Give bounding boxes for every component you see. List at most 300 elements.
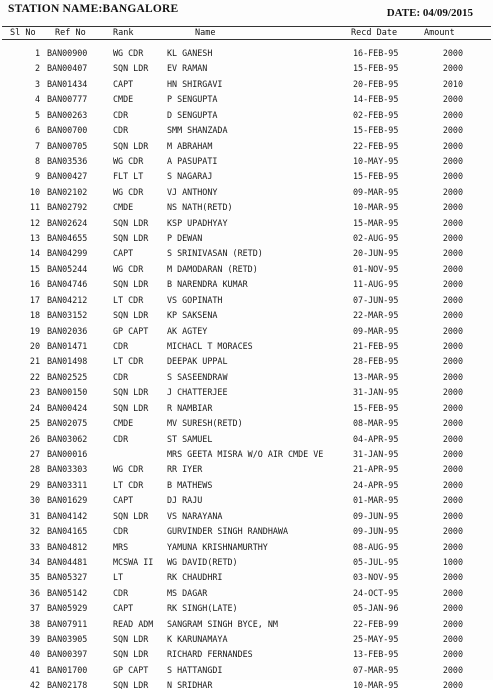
header-rule-top [2, 26, 491, 27]
amount-cell: 2000 [442, 649, 463, 660]
amount-cell: 2000 [442, 464, 463, 475]
rank-cell: CDR [113, 526, 129, 537]
sl-no-cell: 35 [29, 572, 40, 583]
table-row [0, 309, 493, 324]
name-cell: S SRINIVASAN (RETD) [167, 248, 263, 259]
recd-date-cell: 11-AUG-95 [353, 279, 399, 290]
ref-no-cell: BAN04212 [47, 294, 88, 305]
amount-cell: 2000 [442, 155, 463, 166]
table-row [0, 587, 493, 602]
col-header-ref-no: Ref No [55, 28, 86, 38]
ref-no-cell: BAN00263 [47, 109, 88, 120]
name-cell: KSP UPADHYAY [167, 217, 228, 228]
recd-date-cell: 28-FEB-95 [353, 356, 399, 367]
amount-cell: 2000 [442, 217, 463, 228]
name-cell: DJ RAJU [167, 495, 203, 506]
amount-cell: 2000 [442, 202, 463, 213]
rank-cell: LT CDR [113, 294, 144, 305]
amount-cell: 2000 [442, 294, 463, 305]
ref-no-cell: BAN02624 [47, 217, 88, 228]
recd-date-cell: 07-JUN-95 [353, 294, 399, 305]
recd-date-cell: 15-FEB-95 [353, 63, 399, 74]
col-header-rank: Rank [113, 28, 134, 38]
table-row [0, 618, 493, 633]
amount-cell: 2000 [442, 541, 463, 552]
name-cell: RICHARD FERNANDES [167, 649, 253, 660]
recd-date-cell: 09-JUN-95 [353, 510, 399, 521]
amount-cell: 2000 [442, 587, 463, 598]
name-cell: KP SAKSENA [167, 310, 218, 321]
ref-no-cell: BAN05327 [47, 572, 88, 583]
recd-date-cell: 01-NOV-95 [353, 263, 399, 274]
name-cell: YAMUNA KRISHNAMURTHY [167, 541, 268, 552]
recd-date-cell: 09-MAR-95 [353, 186, 399, 197]
table-row [0, 294, 493, 309]
amount-cell: 2000 [442, 125, 463, 136]
table-row [0, 648, 493, 663]
ref-no-cell: BAN04812 [47, 541, 88, 552]
table-row [0, 417, 493, 432]
rank-cell: LT CDR [113, 479, 144, 490]
name-cell: AK AGTEY [167, 325, 208, 336]
data-table-body [0, 47, 493, 695]
ref-no-cell: BAN00424 [47, 402, 88, 413]
recd-date-cell: 10-MAR-95 [353, 202, 399, 213]
rank-cell: SQN LDR [113, 387, 149, 398]
sl-no-cell: 38 [29, 618, 40, 629]
date-label: DATE: [386, 7, 421, 19]
recd-date-cell: 24-OCT-95 [353, 587, 399, 598]
rank-cell: CAPT [113, 248, 134, 259]
recd-date-cell: 02-FEB-95 [353, 109, 399, 120]
ref-no-cell: BAN00427 [47, 171, 88, 182]
ref-no-cell: BAN03311 [47, 479, 88, 490]
rank-cell: LT CDR [113, 356, 144, 367]
recd-date-cell: 07-MAR-95 [353, 664, 399, 675]
amount-cell: 2010 [442, 78, 463, 89]
ref-no-cell: BAN05244 [47, 263, 88, 274]
station-value: BANGALORE [102, 3, 179, 15]
recd-date-cell: 24-APR-95 [353, 479, 399, 490]
ref-no-cell: BAN07911 [47, 618, 88, 629]
recd-date-cell: 02-AUG-95 [353, 233, 399, 244]
name-cell: A PASUPATI [167, 155, 218, 166]
ref-no-cell: BAN04746 [47, 279, 88, 290]
ref-no-cell: BAN02075 [47, 418, 88, 429]
name-cell: MV SURESH(RETD) [167, 418, 243, 429]
name-cell: P DEWAN [167, 233, 203, 244]
table-row [0, 263, 493, 278]
amount-cell: 2000 [442, 418, 463, 429]
table-row [0, 140, 493, 155]
ref-no-cell: BAN03905 [47, 634, 88, 645]
name-cell: ST SAMUEL [167, 433, 213, 444]
ref-no-cell: BAN00705 [47, 140, 88, 151]
name-cell: RR IYER [167, 464, 203, 475]
sl-no-cell: 39 [29, 634, 40, 645]
sl-no-cell: 3 [34, 78, 40, 89]
ref-no-cell: BAN02525 [47, 371, 88, 382]
amount-cell: 2000 [442, 48, 463, 58]
recd-date-cell: 16-FEB-95 [353, 48, 399, 58]
amount-cell: 2000 [442, 680, 463, 691]
rank-cell: SQN LDR [113, 310, 149, 321]
sl-no-cell: 9 [34, 171, 40, 182]
recd-date-cell: 09-JUN-95 [353, 526, 399, 537]
ref-no-cell: BAN05142 [47, 587, 88, 598]
rank-cell: SQN LDR [113, 140, 149, 151]
name-cell: MRS GEETA MISRA W/O AIR CMDE VE [167, 448, 324, 459]
name-cell: S SASEENDRAW [167, 371, 228, 382]
rank-cell: LT [113, 572, 124, 583]
name-cell: HN SHIRGAVI [167, 78, 223, 89]
table-row [0, 170, 493, 185]
ref-no-cell: BAN01629 [47, 495, 88, 506]
amount-cell: 2000 [442, 371, 463, 382]
amount-cell: 2000 [442, 603, 463, 614]
table-row [0, 402, 493, 417]
sl-no-cell: 25 [29, 418, 40, 429]
ref-no-cell: BAN03536 [47, 155, 88, 166]
sl-no-cell: 10 [29, 186, 40, 197]
table-row [0, 109, 493, 124]
sl-no-cell: 19 [29, 325, 40, 336]
recd-date-cell: 10-MAR-95 [353, 680, 399, 691]
sl-no-cell: 31 [29, 510, 40, 521]
name-cell: SANGRAM SINGH BYCE, NM [167, 618, 278, 629]
table-row [0, 525, 493, 540]
recd-date-cell: 20-FEB-95 [353, 78, 399, 89]
sl-no-cell: 5 [34, 109, 40, 120]
sl-no-cell: 8 [34, 155, 40, 166]
amount-cell: 2000 [442, 387, 463, 398]
ref-no-cell: BAN04299 [47, 248, 88, 259]
sl-no-cell: 37 [29, 603, 40, 614]
rank-cell: CAPT [113, 603, 134, 614]
station-label: STATION NAME: [8, 3, 103, 15]
name-cell: SMM SHANZADA [167, 125, 228, 136]
name-cell: RK SINGH(LATE) [167, 603, 238, 614]
ref-no-cell: BAN00016 [47, 448, 88, 459]
name-cell: R NAMBIAR [167, 402, 213, 413]
header-rule-bottom [2, 39, 491, 40]
sl-no-cell: 13 [29, 233, 40, 244]
ref-no-cell: BAN04655 [47, 233, 88, 244]
ref-no-cell: BAN04481 [47, 556, 88, 567]
ref-no-cell: BAN00150 [47, 387, 88, 398]
recd-date-cell: 04-APR-95 [353, 433, 399, 444]
table-row [0, 479, 493, 494]
table-row [0, 62, 493, 77]
rank-cell: WG CDR [113, 155, 144, 166]
recd-date-cell: 13-FEB-95 [353, 649, 399, 660]
sl-no-cell: 24 [29, 402, 40, 413]
table-row [0, 494, 493, 509]
sl-no-cell: 16 [29, 279, 40, 290]
rank-cell: SQN LDR [113, 402, 149, 413]
recd-date-cell: 21-APR-95 [353, 464, 399, 475]
recd-date-cell: 08-AUG-95 [353, 541, 399, 552]
table-row [0, 47, 493, 62]
recd-date-cell: 22-MAR-95 [353, 310, 399, 321]
amount-cell: 2000 [442, 618, 463, 629]
sl-no-cell: 30 [29, 495, 40, 506]
table-row [0, 510, 493, 525]
recd-date-cell: 05-JAN-96 [353, 603, 399, 614]
amount-cell: 2000 [442, 634, 463, 645]
amount-cell: 2000 [442, 448, 463, 459]
sl-no-cell: 29 [29, 479, 40, 490]
name-cell: M DAMODARAN (RETD) [167, 263, 258, 274]
ref-no-cell: BAN03152 [47, 310, 88, 321]
recd-date-cell: 09-MAR-95 [353, 325, 399, 336]
sl-no-cell: 33 [29, 541, 40, 552]
name-cell: MS DAGAR [167, 587, 208, 598]
rank-cell: SQN LDR [113, 217, 149, 228]
rank-cell: SQN LDR [113, 233, 149, 244]
sl-no-cell: 32 [29, 526, 40, 537]
ref-no-cell: BAN00407 [47, 63, 88, 74]
ref-no-cell: BAN04165 [47, 526, 88, 537]
name-cell: RK CHAUDHRI [167, 572, 223, 583]
sl-no-cell: 22 [29, 371, 40, 382]
rank-cell: CDR [113, 109, 129, 120]
table-row [0, 186, 493, 201]
table-row [0, 93, 493, 108]
rank-cell: GP CAPT [113, 664, 149, 675]
name-cell: D SENGUPTA [167, 109, 218, 120]
table-row [0, 247, 493, 262]
rank-cell: CDR [113, 433, 129, 444]
rank-cell: SQN LDR [113, 279, 149, 290]
name-cell: VS NARAYANA [167, 510, 223, 521]
amount-cell: 2000 [442, 186, 463, 197]
table-row [0, 541, 493, 556]
table-row [0, 201, 493, 216]
name-cell: GURVINDER SINGH RANDHAWA [167, 526, 289, 537]
sl-no-cell: 34 [29, 556, 40, 567]
name-cell: B NARENDRA KUMAR [167, 279, 248, 290]
recd-date-cell: 14-FEB-95 [353, 94, 399, 105]
rank-cell: SQN LDR [113, 680, 149, 691]
sl-no-cell: 27 [29, 448, 40, 459]
rank-cell: CMDE [113, 418, 134, 429]
rank-cell: READ ADM [113, 618, 154, 629]
rank-cell: FLT LT [113, 171, 144, 182]
name-cell: M ABRAHAM [167, 140, 213, 151]
sl-no-cell: 14 [29, 248, 40, 259]
amount-cell: 2000 [442, 263, 463, 274]
table-row [0, 571, 493, 586]
ref-no-cell: BAN01700 [47, 664, 88, 675]
rank-cell: WG CDR [113, 263, 144, 274]
table-row [0, 217, 493, 232]
ref-no-cell: BAN00777 [47, 94, 88, 105]
ref-no-cell: BAN00700 [47, 125, 88, 136]
amount-cell: 2000 [442, 233, 463, 244]
report-date [387, 7, 473, 19]
sl-no-cell: 28 [29, 464, 40, 475]
recd-date-cell: 01-MAR-95 [353, 495, 399, 506]
recd-date-cell: 25-MAY-95 [353, 634, 399, 645]
rank-cell: MCSWA II [113, 556, 154, 567]
table-row [0, 556, 493, 571]
name-cell: VJ ANTHONY [167, 186, 218, 197]
recd-date-cell: 08-MAR-95 [353, 418, 399, 429]
ref-no-cell: BAN02178 [47, 680, 88, 691]
table-row [0, 325, 493, 340]
rank-cell: CMDE [113, 202, 134, 213]
rank-cell: WG CDR [113, 48, 144, 58]
date-value: 04/09/2015 [422, 7, 473, 19]
name-cell: S NAGARAJ [167, 171, 213, 182]
table-row [0, 679, 493, 694]
recd-date-cell: 31-JAN-95 [353, 387, 399, 398]
sl-no-cell: 20 [29, 341, 40, 352]
table-row [0, 664, 493, 679]
sl-no-cell: 41 [29, 664, 40, 675]
ref-no-cell: BAN03062 [47, 433, 88, 444]
name-cell: K KARUNAMAYA [167, 634, 228, 645]
sl-no-cell: 2 [34, 63, 40, 74]
name-cell: EV RAMAN [167, 63, 208, 74]
rank-cell: MRS [113, 541, 129, 552]
amount-cell: 2000 [442, 356, 463, 367]
ref-no-cell: BAN01471 [47, 341, 88, 352]
station-name [8, 3, 178, 15]
ref-no-cell: BAN05929 [47, 603, 88, 614]
rank-cell: GP CAPT [113, 325, 149, 336]
amount-cell: 2000 [442, 664, 463, 675]
name-cell: WG DAVID(RETD) [167, 556, 238, 567]
name-cell: VS GOPINATH [167, 294, 223, 305]
recd-date-cell: 15-MAR-95 [353, 217, 399, 228]
table-row [0, 232, 493, 247]
recd-date-cell: 15-FEB-95 [353, 402, 399, 413]
table-row [0, 355, 493, 370]
ref-no-cell: BAN02036 [47, 325, 88, 336]
name-cell: J CHATTERJEE [167, 387, 228, 398]
sl-no-cell: 15 [29, 263, 40, 274]
table-row [0, 602, 493, 617]
rank-cell: CAPT [113, 78, 134, 89]
table-row [0, 155, 493, 170]
col-header-recd-date: Recd Date [351, 28, 398, 38]
amount-cell: 2000 [442, 94, 463, 105]
name-cell: NS NATH(RETD) [167, 202, 233, 213]
sl-no-cell: 7 [34, 140, 40, 151]
rank-cell: SQN LDR [113, 510, 149, 521]
amount-cell: 2000 [442, 279, 463, 290]
sl-no-cell: 17 [29, 294, 40, 305]
sl-no-cell: 36 [29, 587, 40, 598]
amount-cell: 2000 [442, 310, 463, 321]
name-cell: S HATTANGDI [167, 664, 223, 675]
rank-cell: WG CDR [113, 464, 144, 475]
amount-cell: 2000 [442, 572, 463, 583]
sl-no-cell: 11 [29, 202, 40, 213]
table-row [0, 386, 493, 401]
rank-cell: SQN LDR [113, 63, 149, 74]
col-header-name: Name [195, 28, 216, 38]
recd-date-cell: 20-JUN-95 [353, 248, 399, 259]
recd-date-cell: 15-FEB-95 [353, 125, 399, 136]
recd-date-cell: 03-NOV-95 [353, 572, 399, 583]
name-cell: MICHACL T MORACES [167, 341, 253, 352]
name-cell: B MATHEWS [167, 479, 213, 490]
sl-no-cell: 12 [29, 217, 40, 228]
recd-date-cell: 22-FEB-95 [353, 140, 399, 151]
recd-date-cell: 21-FEB-95 [353, 341, 399, 352]
sl-no-cell: 42 [29, 680, 40, 691]
rank-cell: WG CDR [113, 186, 144, 197]
rank-cell: SQN LDR [113, 634, 149, 645]
rank-cell: CDR [113, 371, 129, 382]
sl-no-cell: 6 [34, 125, 40, 136]
recd-date-cell: 10-MAY-95 [353, 155, 399, 166]
amount-cell: 2000 [442, 325, 463, 336]
amount-cell: 2000 [442, 402, 463, 413]
amount-cell: 2000 [442, 341, 463, 352]
amount-cell: 2000 [442, 171, 463, 182]
amount-cell: 2000 [442, 510, 463, 521]
sl-no-cell: 18 [29, 310, 40, 321]
name-cell: DEEPAK UPPAL [167, 356, 228, 367]
recd-date-cell: 13-MAR-95 [353, 371, 399, 382]
recd-date-cell: 15-FEB-95 [353, 171, 399, 182]
table-row [0, 633, 493, 648]
amount-cell: 2000 [442, 248, 463, 259]
table-row [0, 433, 493, 448]
table-row [0, 78, 493, 93]
table-row [0, 124, 493, 139]
rank-cell: CDR [113, 341, 129, 352]
col-header-sl-no: Sl No [10, 28, 36, 38]
table-row [0, 463, 493, 478]
amount-cell: 2000 [442, 479, 463, 490]
table-row [0, 448, 493, 463]
sl-no-cell: 4 [34, 94, 40, 105]
recd-date-cell: 31-JAN-95 [353, 448, 399, 459]
amount-cell: 1000 [442, 556, 463, 567]
name-cell: N SRIDHAR [167, 680, 213, 691]
amount-cell: 2000 [442, 63, 463, 74]
ref-no-cell: BAN01498 [47, 356, 88, 367]
sl-no-cell: 21 [29, 356, 40, 367]
rank-cell: CMDE [113, 94, 134, 105]
amount-cell: 2000 [442, 526, 463, 537]
recd-date-cell: 05-JUL-95 [353, 556, 399, 567]
amount-cell: 2000 [442, 109, 463, 120]
ref-no-cell: BAN02792 [47, 202, 88, 213]
table-row [0, 371, 493, 386]
sl-no-cell: 1 [34, 48, 40, 58]
name-cell: KL GANESH [167, 48, 213, 58]
ref-no-cell: BAN00900 [47, 48, 88, 58]
recd-date-cell: 22-FEB-99 [353, 618, 399, 629]
ref-no-cell: BAN00397 [47, 649, 88, 660]
table-row [0, 278, 493, 293]
ref-no-cell: BAN01434 [47, 78, 88, 89]
amount-cell: 2000 [442, 140, 463, 151]
name-cell: P SENGUPTA [167, 94, 218, 105]
ref-no-cell: BAN03303 [47, 464, 88, 475]
table-row [0, 340, 493, 355]
ref-no-cell: BAN02102 [47, 186, 88, 197]
rank-cell: SQN LDR [113, 649, 149, 660]
col-header-amount: Amount [424, 28, 455, 38]
sl-no-cell: 26 [29, 433, 40, 444]
